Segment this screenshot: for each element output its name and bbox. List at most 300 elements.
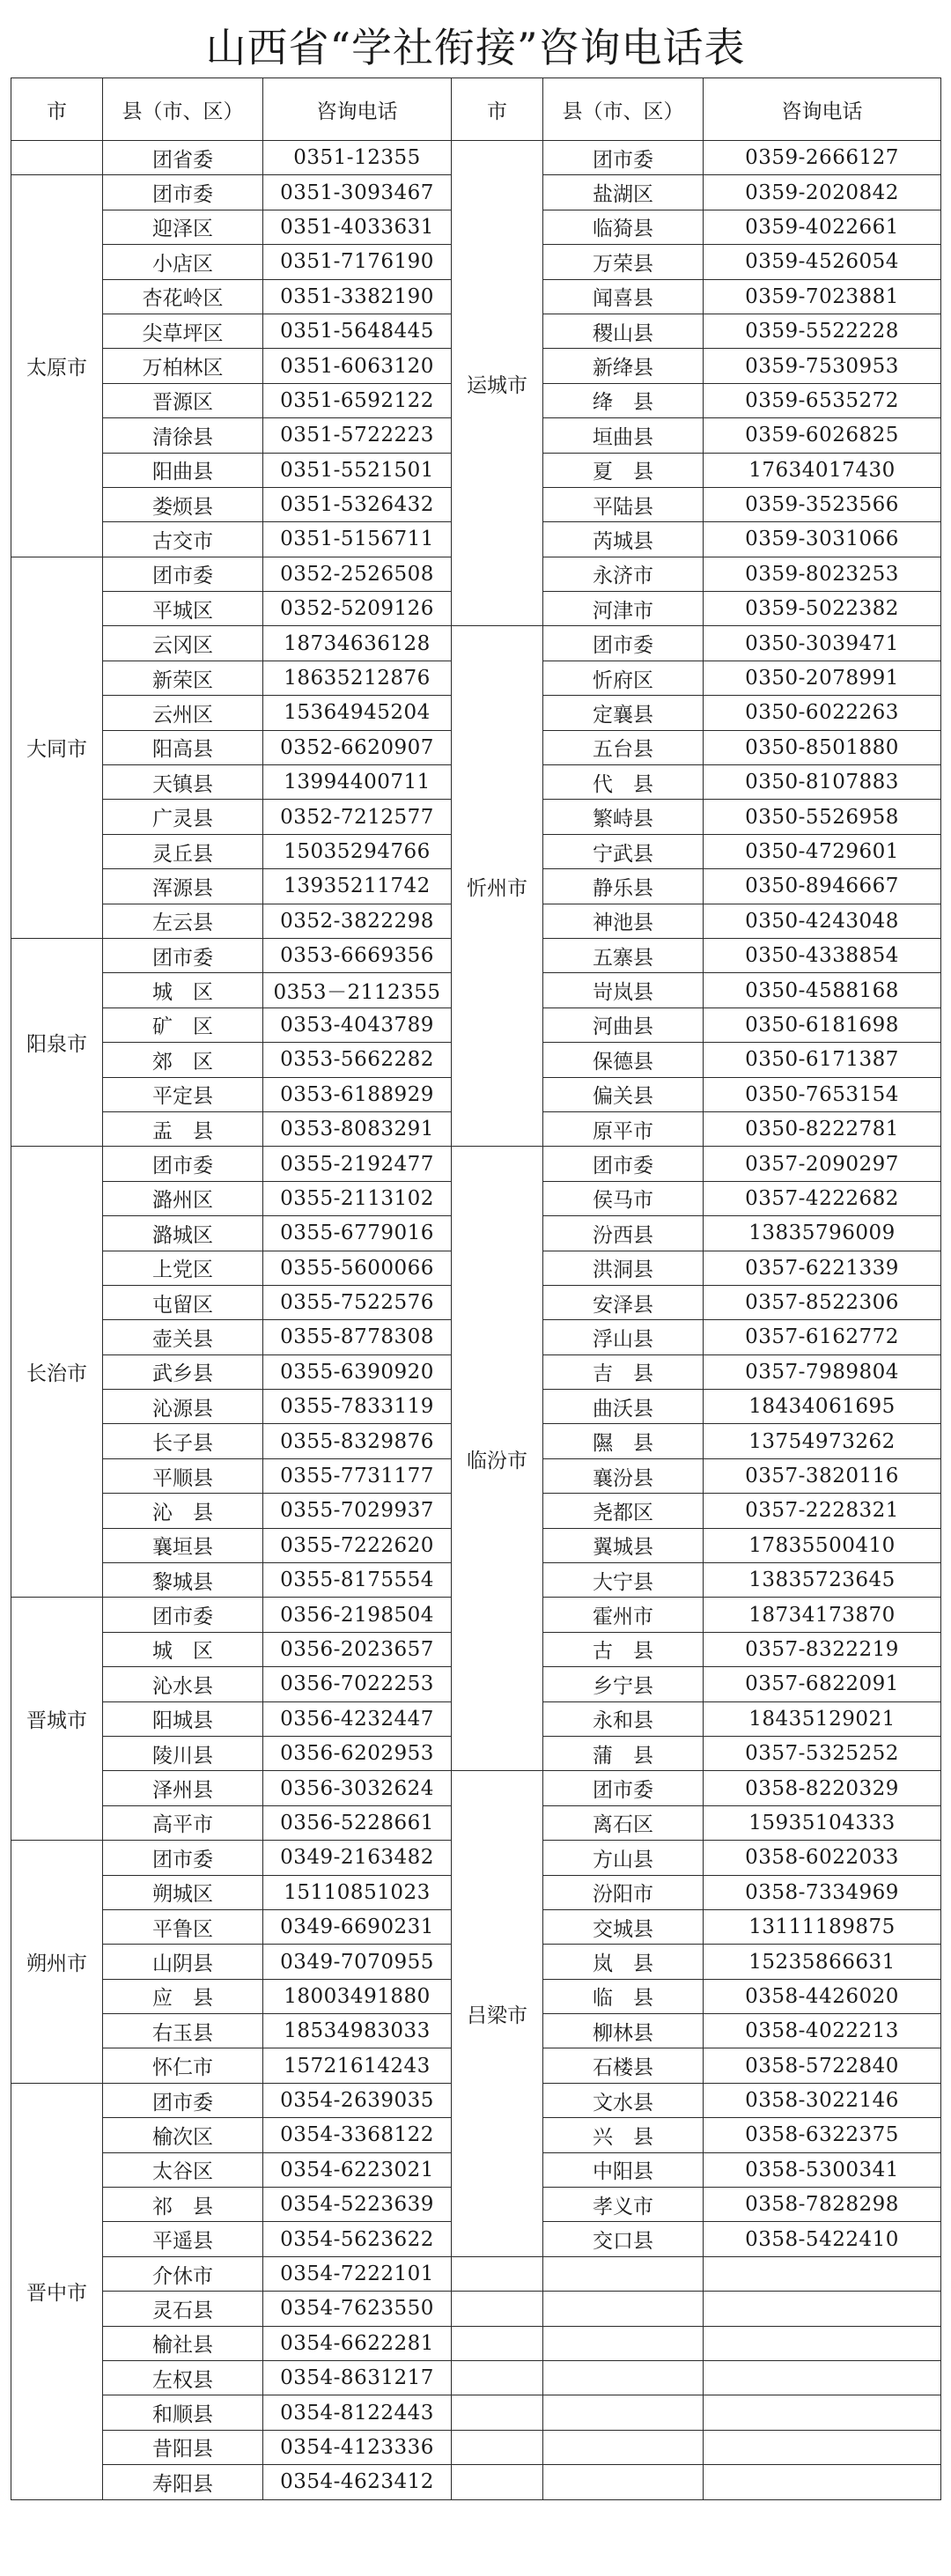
phone-cell: 0350-4729601: [704, 834, 941, 868]
phone-cell: 0359-7023881: [704, 279, 941, 314]
phone-cell: 0359-5522228: [704, 314, 941, 348]
phone-cell: 15935104333: [704, 1805, 941, 1840]
county-cell: 团市委: [103, 1841, 263, 1875]
county-cell: 岚 县: [543, 1945, 704, 1979]
county-cell: 新荣区: [103, 661, 263, 695]
phone-cell: 0359-6535272: [704, 383, 941, 417]
county-cell: 寿阳县: [103, 2465, 263, 2499]
phone-cell: 0351-5648445: [263, 314, 452, 348]
phone-cell: 0350-4588168: [704, 973, 941, 1008]
county-cell: 和顺县: [103, 2395, 263, 2430]
county-cell: 文水县: [543, 2083, 704, 2117]
phone-cell: 0353-6669356: [263, 938, 452, 972]
county-cell: 怀仁市: [103, 2048, 263, 2083]
county-cell: 襄汾县: [543, 1458, 704, 1493]
county-cell: 尖草坪区: [103, 314, 263, 348]
county-cell: 代 县: [543, 765, 704, 800]
county-cell: 阳高县: [103, 730, 263, 764]
county-cell: 曲沃县: [543, 1390, 704, 1424]
table-row: [11, 2465, 941, 2499]
phone-cell: 0353-5662282: [263, 1043, 452, 1077]
city-cell: 忻州市: [452, 626, 543, 1147]
city-cell: [11, 141, 103, 175]
phone-cell: 13994400711: [263, 765, 452, 800]
phone-cell: 0351-5722223: [263, 418, 452, 453]
county-cell: 团市委: [543, 1771, 704, 1805]
city-cell: 长治市: [11, 1147, 103, 1598]
phone-cell: 0359-8023253: [704, 557, 941, 591]
empty-cell: [543, 2326, 704, 2360]
county-cell: 夏 县: [543, 453, 704, 487]
county-cell: 云州区: [103, 696, 263, 730]
county-cell: 杏花岭区: [103, 279, 263, 314]
phone-cell: 0359-7530953: [704, 349, 941, 383]
phone-cell: 0352-5209126: [263, 592, 452, 626]
phone-cell: 0358-3022146: [704, 2083, 941, 2117]
county-cell: 沁 县: [103, 1494, 263, 1528]
page-title: 山西省“学社衔接”咨询电话表: [205, 24, 746, 71]
phone-cell: 18635212876: [263, 661, 452, 695]
phone-cell: 0358-5422410: [704, 2222, 941, 2256]
phone-cell: 15364945204: [263, 696, 452, 730]
empty-cell: [543, 2361, 704, 2395]
county-cell: 临 县: [543, 1979, 704, 2013]
phone-cell: 0349-7070955: [263, 1945, 452, 1979]
phone-cell: 0351-6592122: [263, 383, 452, 417]
county-cell: 矿 区: [103, 1008, 263, 1042]
empty-cell: [704, 2465, 941, 2499]
county-cell: 古交市: [103, 522, 263, 557]
county-cell: 云冈区: [103, 626, 263, 661]
phone-cell: 0355-2192477: [263, 1147, 452, 1181]
phone-cell: 0356-7022253: [263, 1667, 452, 1701]
phone-cell: 0359-5022382: [704, 592, 941, 626]
phone-cell: 0355-7522576: [263, 1285, 452, 1319]
county-cell: 永和县: [543, 1701, 704, 1736]
city-cell: 临汾市: [452, 1147, 543, 1771]
phone-cell: 0350-2078991: [704, 661, 941, 695]
county-cell: 潞城区: [103, 1216, 263, 1251]
phone-cell: 0356-2198504: [263, 1598, 452, 1632]
county-cell: 沁源县: [103, 1390, 263, 1424]
empty-cell: [452, 2395, 543, 2430]
table-row: [11, 1147, 941, 1181]
county-cell: 沁水县: [103, 1667, 263, 1701]
county-cell: 应 县: [103, 1979, 263, 2013]
phone-cell: 15110851023: [263, 1875, 452, 1909]
county-cell: 灵丘县: [103, 834, 263, 868]
phone-cell: 0359-3523566: [704, 487, 941, 521]
county-cell: 灵石县: [103, 2292, 263, 2326]
county-cell: 洪洞县: [543, 1251, 704, 1285]
county-cell: 清徐县: [103, 418, 263, 453]
county-cell: 陵川县: [103, 1736, 263, 1770]
empty-cell: [543, 2395, 704, 2430]
county-cell: 武乡县: [103, 1354, 263, 1389]
county-cell: 岢岚县: [543, 973, 704, 1008]
empty-cell: [704, 2361, 941, 2395]
empty-cell: [704, 2430, 941, 2464]
county-cell: 浑源县: [103, 869, 263, 904]
phone-cell: 0358-5722840: [704, 2048, 941, 2083]
county-cell: 原平市: [543, 1111, 704, 1146]
phone-cell: 0355-7833119: [263, 1390, 452, 1424]
phone-cell: 0358-6322375: [704, 2118, 941, 2152]
phone-cell: 18003491880: [263, 1979, 452, 2013]
phone-cell: 0359-6026825: [704, 418, 941, 453]
empty-cell: [704, 2256, 941, 2291]
header-phone-left: 咨询电话: [263, 78, 452, 141]
phone-cell: 0355-8778308: [263, 1320, 452, 1354]
county-cell: 团市委: [543, 626, 704, 661]
county-cell: 宁武县: [543, 834, 704, 868]
county-cell: 平定县: [103, 1077, 263, 1111]
phone-cell: 0354-6622281: [263, 2326, 452, 2360]
phone-cell: 18734636128: [263, 626, 452, 661]
county-cell: 壶关县: [103, 1320, 263, 1354]
county-cell: 昔阳县: [103, 2430, 263, 2464]
phone-cell: 0354-8631217: [263, 2361, 452, 2395]
phone-cell: 0354-4123336: [263, 2430, 452, 2464]
county-cell: 团市委: [103, 557, 263, 591]
county-cell: 朔城区: [103, 1875, 263, 1909]
county-cell: 盐湖区: [543, 175, 704, 210]
phone-cell: 0358-7828298: [704, 2188, 941, 2222]
county-cell: 团市委: [103, 175, 263, 210]
phone-cell: 0350-6022263: [704, 696, 941, 730]
city-cell: 阳泉市: [11, 938, 103, 1146]
county-cell: 乡宁县: [543, 1667, 704, 1701]
county-cell: 祁 县: [103, 2188, 263, 2222]
county-cell: 闻喜县: [543, 279, 704, 314]
empty-cell: [704, 2326, 941, 2360]
phone-cell: 0352-7212577: [263, 800, 452, 834]
county-cell: 左云县: [103, 904, 263, 938]
city-cell: 晋城市: [11, 1598, 103, 1841]
phone-cell: 0356-5228661: [263, 1805, 452, 1840]
county-cell: 榆社县: [103, 2326, 263, 2360]
county-cell: 广灵县: [103, 800, 263, 834]
phone-cell: 0349-2163482: [263, 1841, 452, 1875]
county-cell: 侯马市: [543, 1181, 704, 1215]
phone-cell: 0350-6171387: [704, 1043, 941, 1077]
phone-cell: 0350-3039471: [704, 626, 941, 661]
phone-cell: 0359-3031066: [704, 522, 941, 557]
phone-cell: 0350-5526958: [704, 800, 941, 834]
phone-cell: 0358-4022213: [704, 2014, 941, 2048]
county-cell: 大宁县: [543, 1563, 704, 1598]
phone-cell: 0358-7334969: [704, 1875, 941, 1909]
phone-cell: 17835500410: [704, 1528, 941, 1562]
phone-cell: 0351-3093467: [263, 175, 452, 210]
county-cell: 安泽县: [543, 1285, 704, 1319]
county-cell: 稷山县: [543, 314, 704, 348]
phone-cell: 0358-5300341: [704, 2152, 941, 2187]
county-cell: 芮城县: [543, 522, 704, 557]
county-cell: 霍州市: [543, 1598, 704, 1632]
phone-cell: 15035294766: [263, 834, 452, 868]
phone-cell: 0351-12355: [263, 141, 452, 175]
phone-cell: 0357-8522306: [704, 1285, 941, 1319]
phone-cell: 0357-2090297: [704, 1147, 941, 1181]
phone-cell: 0349-6690231: [263, 1909, 452, 1944]
county-cell: 山阴县: [103, 1945, 263, 1979]
phone-cell: 13111189875: [704, 1909, 941, 1944]
phone-cell: 0355-6390920: [263, 1354, 452, 1389]
county-cell: 石楼县: [543, 2048, 704, 2083]
city-cell: 朔州市: [11, 1841, 103, 2084]
county-cell: 团市委: [103, 938, 263, 972]
city-cell: 运城市: [452, 141, 543, 626]
county-cell: 离石区: [543, 1805, 704, 1840]
phone-cell: 0359-4526054: [704, 245, 941, 279]
phone-cell: 0351-5521501: [263, 453, 452, 487]
county-cell: 定襄县: [543, 696, 704, 730]
county-cell: 神池县: [543, 904, 704, 938]
county-cell: 阳城县: [103, 1701, 263, 1736]
table-row: [11, 2395, 941, 2430]
phone-cell: 0353-6188929: [263, 1077, 452, 1111]
county-cell: 团市委: [543, 141, 704, 175]
county-cell: 平城区: [103, 592, 263, 626]
county-cell: 交口县: [543, 2222, 704, 2256]
empty-cell: [543, 2292, 704, 2326]
county-cell: 偏关县: [543, 1077, 704, 1111]
county-cell: 阳曲县: [103, 453, 263, 487]
empty-cell: [452, 2430, 543, 2464]
phone-cell: 0350-4243048: [704, 904, 941, 938]
county-cell: 翼城县: [543, 1528, 704, 1562]
county-cell: 上党区: [103, 1251, 263, 1285]
county-cell: 保德县: [543, 1043, 704, 1077]
county-cell: 太谷区: [103, 2152, 263, 2187]
phone-cell: 0357-4222682: [704, 1181, 941, 1215]
county-cell: 古 县: [543, 1632, 704, 1666]
phone-cell: 15235866631: [704, 1945, 941, 1979]
phone-cell: 18434061695: [704, 1390, 941, 1424]
county-cell: 左权县: [103, 2361, 263, 2395]
county-cell: 高平市: [103, 1805, 263, 1840]
county-cell: 屯留区: [103, 1285, 263, 1319]
phone-cell: 0357-5325252: [704, 1736, 941, 1770]
phone-cell: 0358-8220329: [704, 1771, 941, 1805]
phone-cell: 0356-6202953: [263, 1736, 452, 1770]
county-cell: 河津市: [543, 592, 704, 626]
phone-cell: 0355-8175554: [263, 1563, 452, 1598]
phone-cell: 0355-2113102: [263, 1181, 452, 1215]
phone-cell: 0354-4623412: [263, 2465, 452, 2499]
county-cell: 垣曲县: [543, 418, 704, 453]
phone-cell: 0358-4426020: [704, 1979, 941, 2013]
county-cell: 五寨县: [543, 938, 704, 972]
phone-cell: 18435129021: [704, 1701, 941, 1736]
county-cell: 娄烦县: [103, 487, 263, 521]
phone-cell: 0357-2228321: [704, 1494, 941, 1528]
county-cell: 黎城县: [103, 1563, 263, 1598]
county-cell: 万荣县: [543, 245, 704, 279]
county-cell: 团市委: [543, 1147, 704, 1181]
county-cell: 晋源区: [103, 383, 263, 417]
county-cell: 襄垣县: [103, 1528, 263, 1562]
phone-cell: 0354-2639035: [263, 2083, 452, 2117]
phone-cell: 0351-6063120: [263, 349, 452, 383]
county-cell: 团省委: [103, 141, 263, 175]
empty-cell: [543, 2465, 704, 2499]
city-cell: 晋中市: [11, 2083, 103, 2499]
table-row: [11, 2430, 941, 2464]
phone-cell: 0353-8083291: [263, 1111, 452, 1146]
empty-cell: [452, 2465, 543, 2499]
county-cell: 榆次区: [103, 2118, 263, 2152]
county-cell: 城 区: [103, 1632, 263, 1666]
county-cell: 绛 县: [543, 383, 704, 417]
phone-cell: 0351-7176190: [263, 245, 452, 279]
empty-cell: [452, 2361, 543, 2395]
phone-cell: 0353-4043789: [263, 1008, 452, 1042]
county-cell: 五台县: [543, 730, 704, 764]
phone-cell: 0354-5623622: [263, 2222, 452, 2256]
table-row: [11, 2361, 941, 2395]
header-city-left: 市: [11, 78, 103, 141]
city-cell: 太原市: [11, 175, 103, 557]
county-cell: 浮山县: [543, 1320, 704, 1354]
county-cell: 迎泽区: [103, 210, 263, 244]
phone-cell: 0354-7623550: [263, 2292, 452, 2326]
header-county-right: 县（市、区）: [543, 78, 704, 141]
table-row: [11, 626, 941, 661]
phone-cell: 18734173870: [704, 1598, 941, 1632]
table-row: [11, 141, 941, 175]
county-cell: 平鲁区: [103, 1909, 263, 1944]
phone-cell: 0357-6822091: [704, 1667, 941, 1701]
empty-cell: [452, 2292, 543, 2326]
phone-cell: 0350-8222781: [704, 1111, 941, 1146]
phone-cell: 0351-3382190: [263, 279, 452, 314]
phone-cell: 0356-2023657: [263, 1632, 452, 1666]
phone-cell: 0352-2526508: [263, 557, 452, 591]
phone-cell: 0350-8946667: [704, 869, 941, 904]
county-cell: 潞州区: [103, 1181, 263, 1215]
phone-cell: 0350-7653154: [704, 1077, 941, 1111]
county-cell: 长子县: [103, 1424, 263, 1458]
phone-cell: 0359-2020842: [704, 175, 941, 210]
empty-cell: [452, 2256, 543, 2291]
county-cell: 河曲县: [543, 1008, 704, 1042]
county-cell: 团市委: [103, 2083, 263, 2117]
county-cell: 平陆县: [543, 487, 704, 521]
phone-cell: 0355-7222620: [263, 1528, 452, 1562]
county-cell: 平遥县: [103, 2222, 263, 2256]
county-cell: 汾阳市: [543, 1875, 704, 1909]
county-cell: 新绛县: [543, 349, 704, 383]
phone-cell: 0353－2112355: [263, 973, 452, 1008]
phone-cell: 0357-6162772: [704, 1320, 941, 1354]
county-cell: 团市委: [103, 1598, 263, 1632]
phone-cell: 0354-3368122: [263, 2118, 452, 2152]
phone-cell: 0354-8122443: [263, 2395, 452, 2430]
county-cell: 介休市: [103, 2256, 263, 2291]
county-cell: 隰 县: [543, 1424, 704, 1458]
phone-cell: 0354-6223021: [263, 2152, 452, 2187]
county-cell: 尧都区: [543, 1494, 704, 1528]
county-cell: 柳林县: [543, 2014, 704, 2048]
county-cell: 静乐县: [543, 869, 704, 904]
header-county-left: 县（市、区）: [103, 78, 263, 141]
phone-cell: 0355-7029937: [263, 1494, 452, 1528]
county-cell: 右玉县: [103, 2014, 263, 2048]
county-cell: 盂 县: [103, 1111, 263, 1146]
county-cell: 兴 县: [543, 2118, 704, 2152]
table-row: [11, 2256, 941, 2291]
phone-cell: 0359-2666127: [704, 141, 941, 175]
county-cell: 平顺县: [103, 1458, 263, 1493]
empty-cell: [704, 2395, 941, 2430]
county-cell: 城 区: [103, 973, 263, 1008]
phone-cell: 0350-8107883: [704, 765, 941, 800]
phone-cell: 13835723645: [704, 1563, 941, 1598]
county-cell: 泽州县: [103, 1771, 263, 1805]
county-cell: 蒲 县: [543, 1736, 704, 1770]
phone-cell: 18534983033: [263, 2014, 452, 2048]
phone-cell: 0351-4033631: [263, 210, 452, 244]
county-cell: 团市委: [103, 1147, 263, 1181]
phone-cell: 0350-6181698: [704, 1008, 941, 1042]
county-cell: 吉 县: [543, 1354, 704, 1389]
header-city-right: 市: [452, 78, 543, 141]
table-row: [11, 2326, 941, 2360]
phone-cell: 0351-5156711: [263, 522, 452, 557]
county-cell: 汾西县: [543, 1216, 704, 1251]
phone-cell: 0351-5326432: [263, 487, 452, 521]
county-cell: 万柏林区: [103, 349, 263, 383]
contact-table: [11, 78, 941, 2500]
city-cell: 吕梁市: [452, 1771, 543, 2256]
empty-cell: [543, 2256, 704, 2291]
table-row: [11, 2292, 941, 2326]
empty-cell: [704, 2292, 941, 2326]
phone-cell: 0359-4022661: [704, 210, 941, 244]
table-row: [11, 1771, 941, 1805]
county-cell: 临猗县: [543, 210, 704, 244]
city-cell: 大同市: [11, 557, 103, 938]
phone-cell: 0354-5223639: [263, 2188, 452, 2222]
county-cell: 永济市: [543, 557, 704, 591]
county-cell: 郊 区: [103, 1043, 263, 1077]
county-cell: 天镇县: [103, 765, 263, 800]
county-cell: 繁峙县: [543, 800, 704, 834]
phone-cell: 0350-4338854: [704, 938, 941, 972]
county-cell: 小店区: [103, 245, 263, 279]
county-cell: 孝义市: [543, 2188, 704, 2222]
empty-cell: [543, 2430, 704, 2464]
phone-cell: 0357-6221339: [704, 1251, 941, 1285]
phone-cell: 0356-4232447: [263, 1701, 452, 1736]
phone-cell: 0355-5600066: [263, 1251, 452, 1285]
phone-cell: 0354-7222101: [263, 2256, 452, 2291]
phone-cell: 13835796009: [704, 1216, 941, 1251]
header-row: [11, 78, 941, 141]
county-cell: 中阳县: [543, 2152, 704, 2187]
phone-cell: 0358-6022033: [704, 1841, 941, 1875]
county-cell: 忻府区: [543, 661, 704, 695]
phone-cell: 0352-6620907: [263, 730, 452, 764]
phone-cell: 13754973262: [704, 1424, 941, 1458]
phone-cell: 15721614243: [263, 2048, 452, 2083]
phone-cell: 0357-8322219: [704, 1632, 941, 1666]
phone-cell: 0357-7989804: [704, 1354, 941, 1389]
header-phone-right: 咨询电话: [704, 78, 941, 141]
phone-cell: 0357-3820116: [704, 1458, 941, 1493]
